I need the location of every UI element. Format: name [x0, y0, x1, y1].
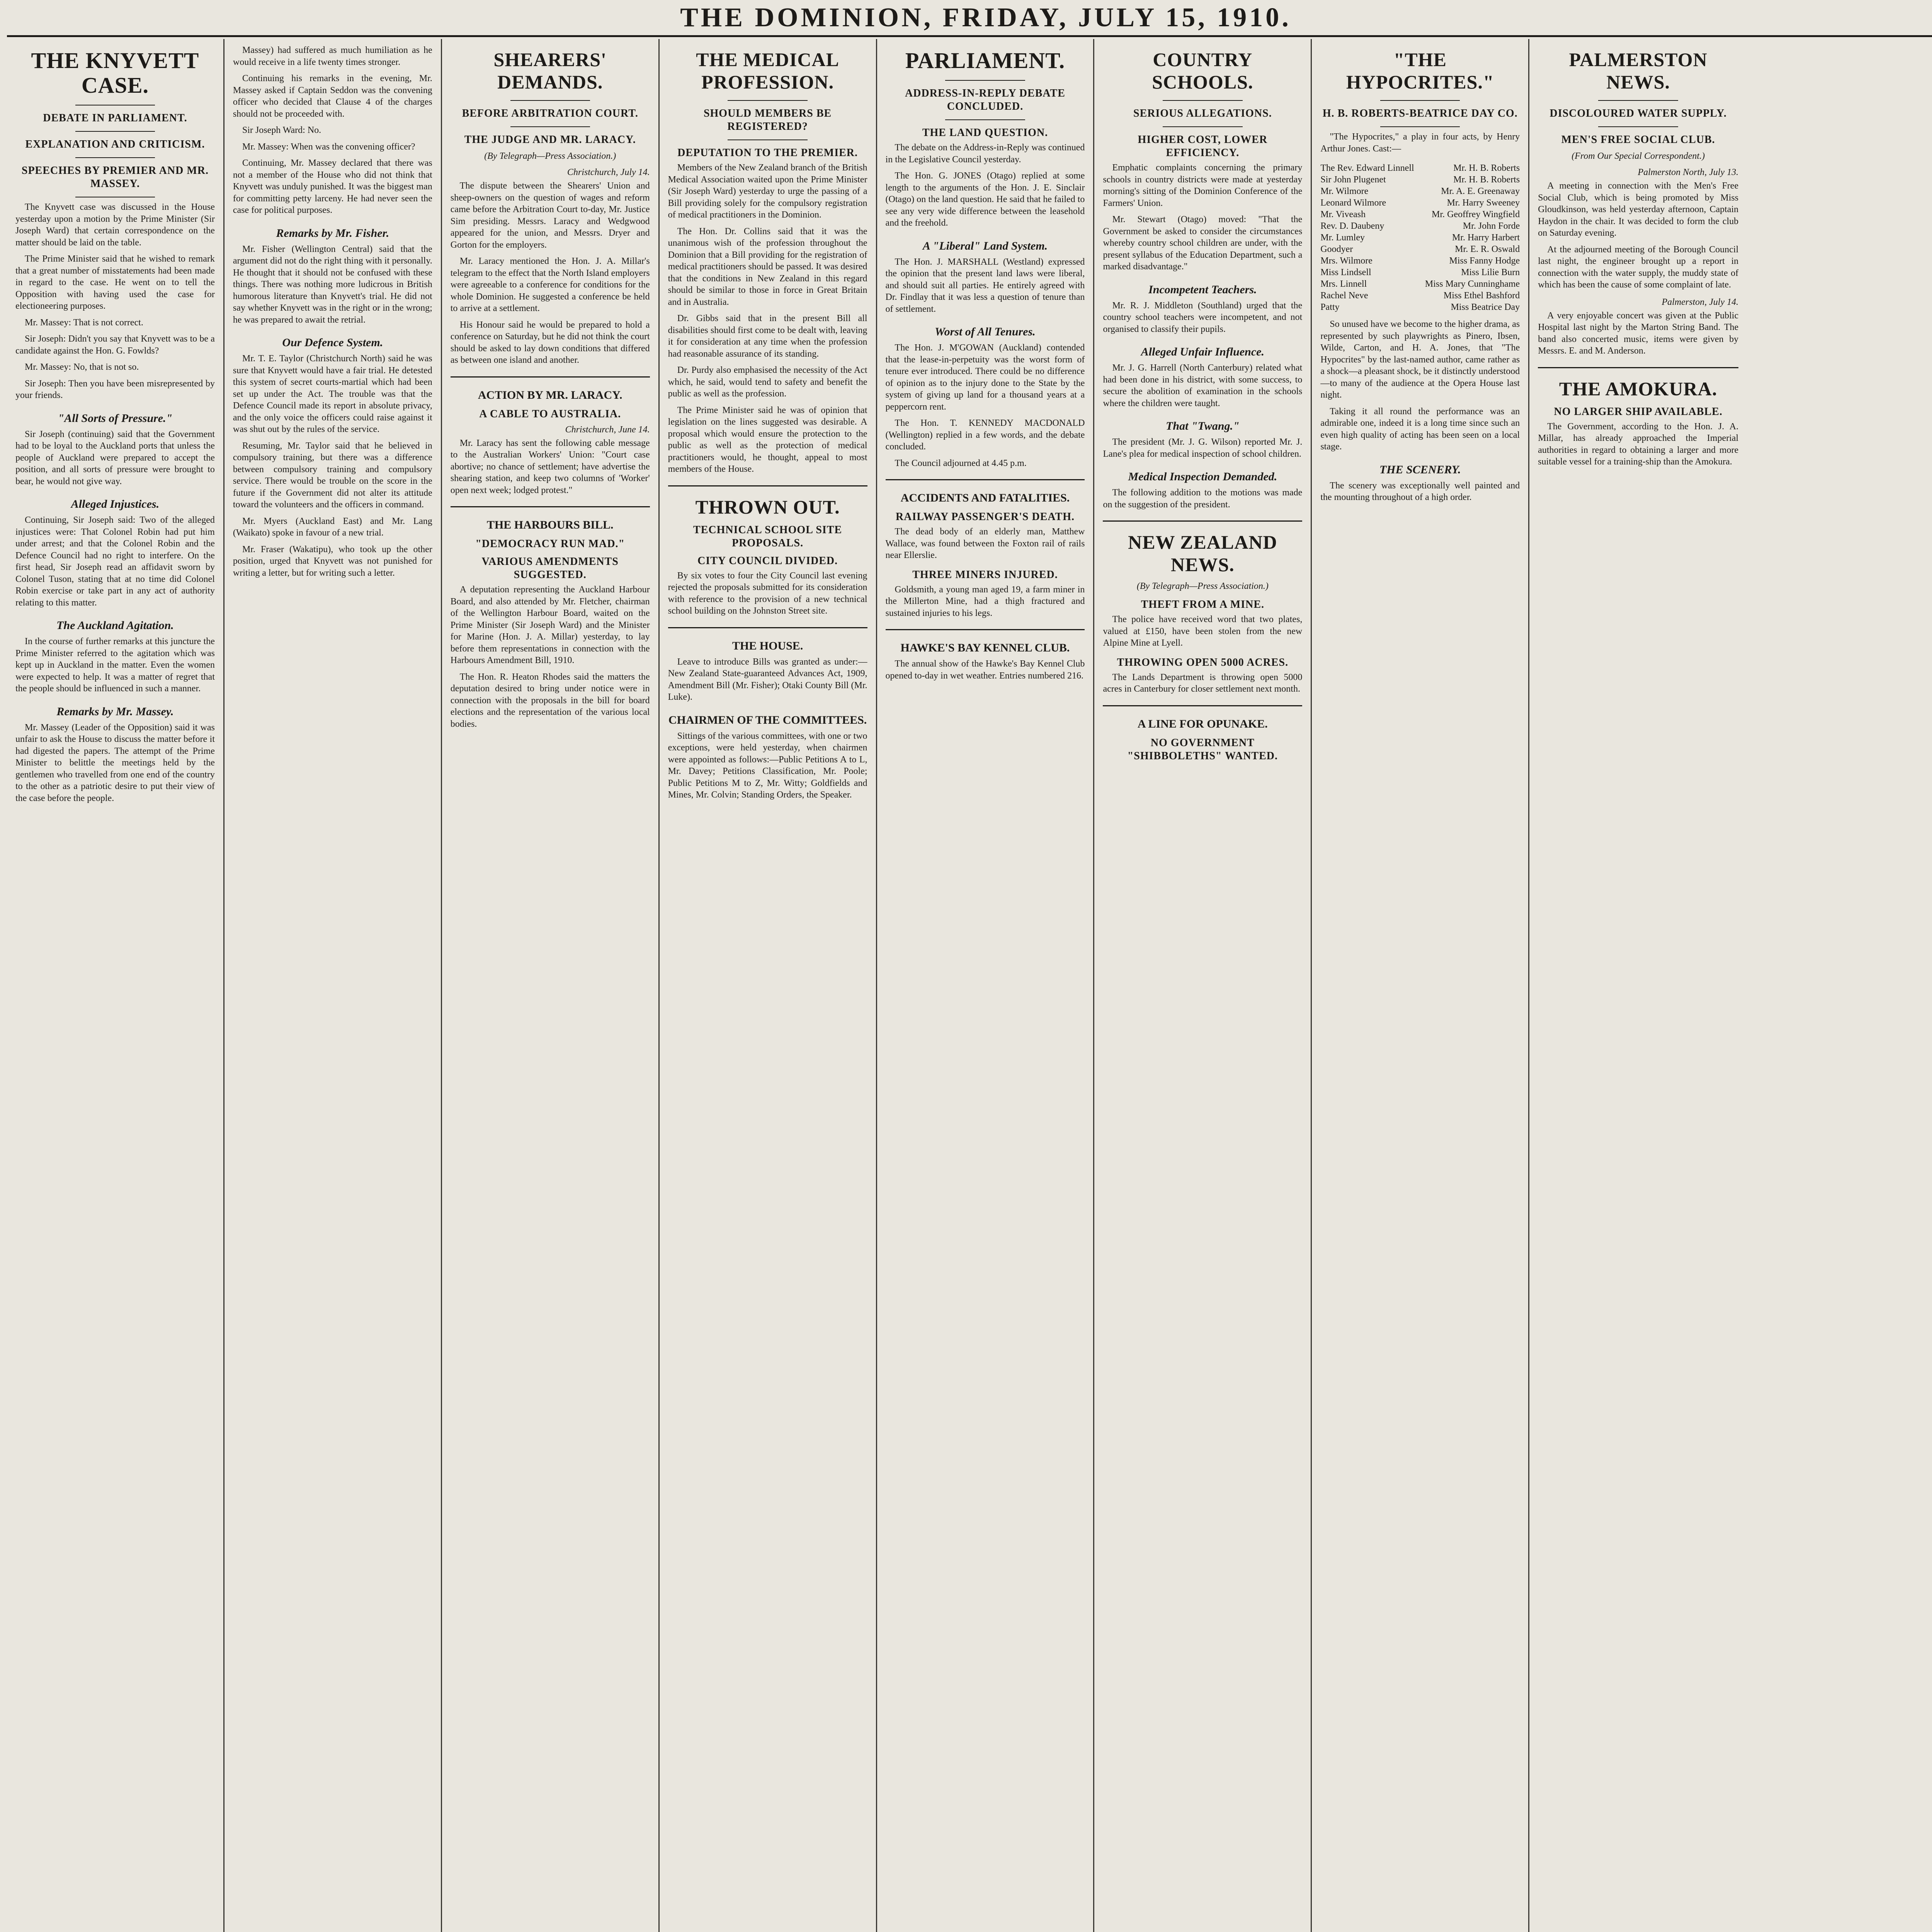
paragraph: Members of the New Zealand branch of the British Medical Association waited upon the Prime Minister (Sir Joseph Ward) yesterday to urge the passing of a Bill providing solely for the compulsory registration of medical practitioners in the Dominion. — [668, 163, 867, 220]
divider — [668, 485, 867, 486]
actor: Mr. Harry Sweeney — [1447, 198, 1520, 208]
paragraph: Sir Joseph: Then you have been misrepresented by your friends. — [15, 378, 215, 400]
section-heading: Remarks by Mr. Fisher. — [276, 226, 389, 240]
section-heading: "All Sorts of Pressure." — [58, 412, 173, 425]
cast-row — [1320, 209, 1520, 220]
headline: "THE HYPOCRITES." — [1346, 49, 1494, 93]
column-palmerston-news — [1529, 39, 1747, 1932]
cast-row — [1320, 197, 1520, 209]
paragraph: Leave to introduce Bills was granted as under:—New Zealand State-guaranteed Advances Act, 1909, Amendment Bill (Mr. Fisher); Otaki County Bill (Mr. Luke). — [668, 656, 867, 702]
paragraph: Continuing, Sir Joseph said: Two of the alleged injustices were: That Colonel Robin had put him under arrest; and that the Colonel Robin and the Defence Council had no right to interfere. On the first head, Sir Joseph read an affidavit sworn by Colonel Tuson, stating that at no time did Colonel Robin exercise or take part in any act of authority relating to this matter. — [15, 515, 215, 608]
kicker: THEFT FROM A MINE. — [1141, 599, 1265, 611]
paragraph: A very enjoyable concert was given at the Public Hospital last night by the Marton String Band. The band also concerted music, items were given by Messrs. E. and M. Anderson. — [1538, 310, 1739, 356]
divider — [510, 126, 590, 127]
role: Rachel Neve — [1320, 291, 1368, 301]
kicker: SPEECHES BY PREMIER AND MR. MASSEY. — [21, 165, 209, 190]
divider — [886, 479, 1085, 480]
divider — [728, 139, 807, 140]
actor: Miss Lilie Burn — [1461, 267, 1520, 277]
divider — [886, 629, 1085, 630]
column-country-schools — [1094, 39, 1312, 1932]
actor: Mr. H. B. Roberts — [1453, 175, 1520, 185]
section-heading: Alleged Unfair Influence. — [1141, 345, 1264, 358]
actor: Miss Fanny Hodge — [1449, 256, 1520, 266]
kicker: CITY COUNCIL DIVIDED. — [697, 554, 838, 567]
paragraph: Mr. Fraser (Wakatipu), who took up the other position, urged that Knyvett was not punished for writing a letter, but for writing such a letter. — [233, 544, 432, 578]
actor: Miss Ethel Bashford — [1443, 291, 1520, 301]
actor: Mr. A. E. Greenaway — [1441, 186, 1520, 196]
section-heading: THE SCENERY. — [1379, 463, 1461, 476]
paragraph: Emphatic complaints concerning the primary schools in country districts were made at yesterday morning's sitting of the Dominion Conference of the Farmers' Union. — [1103, 163, 1303, 208]
paragraph: Dr. Purdy also emphasised the necessity of the Act which, he said, would tend to safety and benefit the public as well as the profession. — [668, 365, 867, 399]
paragraph: The Knyvett case was discussed in the House yesterday upon a motion by the Prime Minister (Sir Joseph Ward) that certain correspondence on the matter should be laid on the table. — [15, 202, 215, 248]
actor: Miss Beatrice Day — [1451, 302, 1520, 312]
column-medical-profession — [660, 39, 877, 1932]
paragraph: Mr. Laracy mentioned the Hon. J. A. Millar's telegram to the effect that the North Island employers were agreeable to a conference for conditions for the whole Dominion. He suggested a conference be held to arrive at a settlement. — [450, 256, 650, 313]
kicker: THE LAND QUESTION. — [922, 127, 1048, 139]
paragraph: The Hon. J. MARSHALL (Westland) expressed the opinion that the present land laws were liberal, and should suit all parties. He entirely agreed with Dr. Findlay that it was less a question of tenure than of settlement. — [885, 257, 1085, 314]
paragraph: Taking it all round the performance was an admirable one, indeed it is a long time since such an even high quality of acting has been seen on a local stage. — [1320, 406, 1520, 452]
paragraph: Mr. J. G. Harrell (North Canterbury) related what had been done in his district, with some success, to secure the abolition of examination in the schools where the children were taught. — [1103, 363, 1303, 408]
section-heading: Worst of All Tenures. — [935, 325, 1036, 338]
section-heading: The Auckland Agitation. — [56, 619, 174, 632]
actor: Miss Mary Cunninghame — [1425, 279, 1520, 289]
headline: THE AMOKURA. — [1559, 378, 1718, 400]
cast-row — [1320, 290, 1520, 301]
dateline: Palmerston North, July 13. — [1638, 167, 1739, 177]
divider — [75, 131, 155, 132]
divider — [728, 100, 807, 101]
section-heading: That "Twang." — [1166, 420, 1240, 432]
section-heading: Remarks by Mr. Massey. — [56, 705, 174, 718]
actor: Mr. Geoffrey Wingfield — [1432, 209, 1520, 219]
paragraph: The police have received word that two plates, valued at £150, have been stolen from the new Alpine Mine at Lyell. — [1103, 614, 1303, 648]
paragraph: The following addition to the motions was made on the suggestion of the president. — [1103, 488, 1303, 510]
paragraph: Sittings of the various committees, with one or two exceptions, were held yesterday, when chairmen were appointed as follows:—Public Petitions A to L, Mr. Davey; Petitions Classification, Mr. Poole; Public Petitions M to Z, Mr. Witty; Goldfields and Mines, Mr. Colvin; Standing Orders, the Speaker. — [668, 731, 867, 800]
paragraph: His Honour said he would be prepared to hold a conference on Saturday, but he did not think the court should be asked to lay down conditions that differed as between one island and another. — [450, 320, 650, 365]
paragraph: Mr. Stewart (Otago) moved: "That the Government be asked to consider the circumstances whereby country school children are under, with the present syllabus of the Education Department, such a marked disadvantage." — [1103, 214, 1303, 272]
headline: COUNTRY SCHOOLS. — [1152, 49, 1253, 93]
divider — [1163, 126, 1242, 127]
divider — [945, 80, 1025, 81]
role: Mr. Viveash — [1320, 209, 1366, 219]
role: Goodyer — [1320, 244, 1353, 254]
kicker: NO GOVERNMENT "SHIBBOLETHS" WANTED. — [1127, 736, 1278, 762]
role: Leonard Wilmore — [1320, 198, 1386, 208]
section-heading: ACTION BY MR. LARACY. — [478, 388, 622, 401]
role: Rev. D. Daubeny — [1320, 221, 1384, 231]
section-heading: Incompetent Teachers. — [1148, 283, 1257, 296]
headline: THE KNYVETT CASE. — [31, 48, 199, 98]
paragraph: The Prime Minister said that he wished to remark that a great number of misstatements had been made in regard to the case. He went on to tell the Opposition with having used the case for electioneering purposes. — [15, 254, 215, 311]
divider — [1103, 705, 1302, 706]
kicker: DEBATE IN PARLIAMENT. — [43, 112, 187, 124]
paragraph: The dispute between the Shearers' Union and sheep-owners on the question of wages and reform came before the Arbitration Court to-day, Mr. Justice Sim presiding. Messrs. Laracy and Wedgwood appeared for the union, and Messrs. Dryer and Gorton for the employers. — [450, 181, 650, 250]
masthead-title: THE DOMINION, FRIDAY, JULY 15, 1910. — [680, 2, 1291, 32]
section-heading: Alleged Injustices. — [71, 498, 160, 510]
column-shearers-demands — [442, 39, 660, 1932]
cast-row — [1320, 267, 1520, 278]
cast-row — [1320, 185, 1520, 197]
cast-row — [1320, 243, 1520, 255]
kicker: DISCOLOURED WATER SUPPLY. — [1549, 107, 1727, 119]
section-heading: Our Defence System. — [282, 336, 383, 349]
kicker: BEFORE ARBITRATION COURT. — [462, 107, 638, 119]
column-knyvett-case — [7, 39, 224, 1932]
column-parliament — [877, 39, 1095, 1932]
paragraph: A meeting in connection with the Men's Free Social Club, which is being promoted by Miss Gloudkinson, was held yesterday afternoon, Captain Haydon in the chair. It was decided to form the club on Saturday evening. — [1538, 181, 1739, 238]
actor: Mr. Harry Harbert — [1452, 233, 1520, 243]
paragraph: The debate on the Address-in-Reply was continued in the Legislative Council yesterday. — [885, 143, 1085, 165]
actor: Mr. H. B. Roberts — [1453, 163, 1520, 173]
paragraph: The Government, according to the Hon. J. A. Millar, has already approached the Imperial authorities in regard to obtaining a larger and more suitable vessel for a training-ship than the Amokura. — [1538, 421, 1739, 467]
cast-row — [1320, 232, 1520, 243]
section-heading: HAWKE'S BAY KENNEL CLUB. — [900, 641, 1070, 654]
paragraph: In the course of further remarks at this juncture the Prime Minister referred to the agitation which was kept up in Auckland in the matter. Even the women were expected to help. It was a matter of regret that the people should be influenced in such a manner. — [15, 636, 215, 694]
role: Miss Lindsell — [1320, 267, 1371, 277]
headline: THROWN OUT. — [695, 496, 840, 518]
divider — [1538, 367, 1738, 368]
paragraph: So unused have we become to the higher drama, as represented by such playwrights as Pinero, Ibsen, Wilde, Carton, and H. A. Jones, that "The Hypocrites" by the last-named author, came rather as a shock—a pleasant shock, be it distinctly understood—to many of the audience at the Opera House last night. — [1320, 319, 1520, 400]
paragraph: Sir Joseph Ward: No. — [242, 125, 321, 135]
paragraph: By six votes to four the City Council last evening rejected the proposals submitted for its consideration with reference to the provision of a new technical school building on the Johnston Street site. — [668, 570, 867, 616]
divider — [945, 119, 1025, 120]
cast-list — [1320, 162, 1520, 313]
masthead — [7, 0, 1932, 37]
kicker: "DEMOCRACY RUN MAD." — [475, 538, 625, 550]
kicker: EXPLANATION AND CRITICISM. — [25, 138, 205, 150]
role: Mrs. Wilmore — [1320, 256, 1372, 266]
paragraph: Mr. Fisher (Wellington Central) said that the argument did not do the right thing with it personally. He thought that it should not be confused with these things. There was nothing more ludicrous in British humorous literature than Knyvett's trial. He did not say whether Knyvett was in the right or in the wrong; he was prepared to await the retrial. — [233, 244, 432, 325]
section-heading: Medical Inspection Demanded. — [1128, 470, 1277, 483]
paragraph: Continuing his remarks in the evening, Mr. Massey asked if Captain Seddon was the convening officer who decided that Clause 4 of the charges should not be proceeded with. — [233, 73, 432, 119]
actor: Mr. John Forde — [1463, 221, 1520, 231]
divider — [1380, 100, 1460, 101]
cast-row — [1320, 278, 1520, 290]
byline: (From Our Special Correspondent.) — [1571, 151, 1705, 161]
divider — [1380, 126, 1460, 127]
headline: NEW ZEALAND NEWS. — [1128, 531, 1277, 575]
kicker: SHOULD MEMBERS BE REGISTERED? — [703, 107, 832, 133]
divider — [1598, 126, 1679, 127]
divider — [451, 376, 650, 378]
section-heading: THE HARBOURS BILL. — [486, 519, 614, 531]
kicker: SERIOUS ALLEGATIONS. — [1133, 107, 1272, 119]
role: Patty — [1320, 302, 1340, 312]
role: Mrs. Linnell — [1320, 279, 1367, 289]
paragraph: Resuming, Mr. Taylor said that he believed in compulsory training, but there was a difference between compulsory training and compulsory service. There would be trouble on the score in the future if the Government did not alter its attitude toward the volunteers and the officers in command. — [233, 440, 432, 510]
section-heading: A "Liberal" Land System. — [922, 239, 1048, 252]
dateline: Christchurch, July 14. — [567, 167, 650, 177]
paragraph: Mr. Myers (Auckland East) and Mr. Lang (Waikato) spoke in favour of a new trial. — [233, 516, 432, 538]
paragraph: Sir Joseph: Didn't you say that Knyvett was to be a candidate against the Hon. G. Fowlds? — [15, 334, 215, 356]
kicker: A CABLE TO AUSTRALIA. — [479, 408, 621, 420]
paragraph: The dead body of an elderly man, Matthew Wallace, was found between the Foxton rail of rails near Ellerslie. — [885, 527, 1085, 560]
byline: (By Telegraph—Press Association.) — [1136, 581, 1269, 591]
kicker: H. B. ROBERTS-BEATRICE DAY CO. — [1322, 107, 1518, 119]
cast-row — [1320, 220, 1520, 232]
dateline: Christchurch, June 14. — [565, 424, 650, 435]
role: The Rev. Edward Linnell — [1320, 163, 1414, 173]
paragraph: Massey) had suffered as much humiliation as he would receive in a life twenty times stronger. — [233, 45, 432, 67]
cast-row — [1320, 301, 1520, 313]
paragraph: Mr. Massey: That is not correct. — [25, 317, 143, 328]
actor: Mr. E. R. Oswald — [1455, 244, 1520, 254]
paragraph: The Hon. R. Heaton Rhodes said the matters the deputation desired to bring under notice were in connection with the proposals in the bill for board elections and the representation of the various local bodies. — [450, 672, 650, 729]
divider — [510, 100, 590, 101]
paragraph: The Hon. T. KENNEDY MACDONALD (Wellington) replied in a few words, and the debate concluded. — [885, 418, 1085, 452]
paragraph: Mr. Massey: No, that is not so. — [25, 362, 139, 372]
paragraph: Mr. Laracy has sent the following cable message to the Australian Workers' Union: "Court case abortive; no chance of settlement; have advertise the shearing station, and keep two columns of 'Worker' open next week; lodged protest." — [450, 438, 650, 495]
kicker: DEPUTATION TO THE PREMIER. — [677, 147, 858, 159]
paragraph: The Prime Minister said he was of opinion that legislation on the lines suggested was desirable. A proposal which would ensure the protection to the public as well as the protection of medical practitioners would, he thought, appeal to most members of the House. — [668, 405, 867, 474]
cast-row — [1320, 162, 1520, 174]
paragraph: Mr. Massey: When was the convening officer? — [242, 141, 415, 152]
paragraph: Mr. R. J. Middleton (Southland) urged that the country school teachers were incompetent, and not organised to classify their pupils. — [1103, 300, 1303, 334]
cast-row — [1320, 174, 1520, 185]
kicker: MEN'S FREE SOCIAL CLUB. — [1561, 134, 1715, 146]
paragraph: At the adjourned meeting of the Borough Council last night, the engineer brought up a report in connection with the water supply, the muddy state of which has been the cause of some complaint of late. — [1538, 244, 1739, 290]
paragraph: The Hon. J. M'GOWAN (Auckland) contended that the lease-in-perpetuity was the worst form of tenure ever introduced. There could be no difference of opinion as to the injury done to the State by the system of giving up land for a thousand years at a peppercorn rent. — [885, 343, 1085, 412]
kicker: RAILWAY PASSENGER'S DEATH. — [896, 511, 1075, 523]
kicker: THROWING OPEN 5000 ACRES. — [1117, 656, 1289, 668]
byline: (By Telegraph—Press Association.) — [484, 151, 616, 161]
kicker: THREE MINERS INJURED. — [912, 568, 1058, 581]
divider — [1103, 520, 1302, 522]
paragraph: Sir Joseph (continuing) said that the Government had to be loyal to the Auckland ports that unless the people of Auckland were prepared to accept the position, and all sorts of pressure were brought to bear, he would not give way. — [15, 429, 215, 486]
dateline: Palmerston, July 14. — [1662, 297, 1739, 307]
paragraph: Mr. T. E. Taylor (Christchurch North) said he was sure that Knyvett would have a fair trial. He detested this system of secret courts-martial which had been set up under the Act. The trouble was that the Defence Council made its report in absolute privacy, and the only voice the officers could raise against it was shut out by the rules of the service. — [233, 354, 432, 434]
paragraph: The Hon. Dr. Collins said that it was the unanimous wish of the profession throughout the Dominion that a Bill providing for the registration of medical practitioners should be passed. It was desired that the conditions in New Zealand in this regard should be similar to those in force in Great Britain and in Australia. — [668, 226, 867, 307]
kicker: ADDRESS-IN-REPLY DEBATE CONCLUDED. — [905, 87, 1065, 112]
column-knyvett-continued — [224, 39, 442, 1932]
role: Mr. Wilmore — [1320, 186, 1369, 196]
paragraph: The annual show of the Hawke's Bay Kennel Club opened to-day in wet weather. Entries numbered 216. — [885, 659, 1085, 681]
role: Mr. Lumley — [1320, 233, 1365, 243]
divider — [451, 506, 650, 507]
headline: PARLIAMENT. — [905, 48, 1065, 73]
paragraph: A deputation representing the Auckland Harbour Board, and also attended by Mr. Fletcher, chairman of the Wellington Harbour Board, waited on the Prime Minister (Sir Joseph Ward) and the Minister for Marine (Hon. J. A. Millar) yesterday, to lay before them representations in connection with the Harbours Amendment Bill, 1910. — [450, 585, 650, 665]
section-heading: A LINE FOR OPUNAKE. — [1138, 717, 1268, 730]
paragraph: The Hon. G. JONES (Otago) replied at some length to the arguments of the Hon. J. E. Sinclair (Otago) on the land question. He said that he failed to see any very wide difference between the leasehold and the freehold. — [885, 171, 1085, 228]
divider — [75, 157, 155, 158]
paragraph: The Lands Department is throwing open 5000 acres in Canterbury for closer settlement next month. — [1103, 672, 1303, 694]
paragraph: The president (Mr. J. G. Wilson) reported Mr. J. Lane's plea for medical inspection of school children. — [1103, 437, 1303, 459]
paragraph: The scenery was exceptionally well painted and the mounting throughout of a high order. — [1320, 480, 1520, 502]
paragraph: Goldsmith, a young man aged 19, a farm miner in the Millerton Mine, had a thigh fractured and sustained injuries to his legs. — [885, 584, 1085, 618]
divider — [668, 627, 867, 628]
paragraph: Continuing, Mr. Massey declared that there was not a member of the House who did not think that Knyvett was unduly punished. It was the biggest man for committing petty larceny. He had never seen the case for political purposes. — [233, 158, 432, 215]
kicker: THE JUDGE AND MR. LARACY. — [464, 134, 636, 146]
section-heading: CHAIRMEN OF THE COMMITTEES. — [668, 713, 867, 726]
headline: SHEARERS' DEMANDS. — [493, 49, 607, 93]
section-heading: ACCIDENTS AND FATALITIES. — [900, 492, 1070, 504]
headline: PALMERSTON NEWS. — [1569, 49, 1708, 93]
cast-row — [1320, 255, 1520, 267]
section-heading: THE HOUSE. — [732, 639, 803, 652]
kicker: VARIOUS AMENDMENTS SUGGESTED. — [481, 556, 619, 581]
paragraph: Dr. Gibbs said that in the present Bill all disabilities should first come to be dealt with, leaving it for consideration at any time when the profession had reasonable assurance of its standing. — [668, 313, 867, 359]
kicker: HIGHER COST, LOWER EFFICIENCY. — [1138, 134, 1268, 159]
paragraph: Mr. Massey (Leader of the Opposition) said it was unfair to ask the House to discuss the matter before it had digested the papers. The attempt of the Prime Minister to belittle the meetings held by the gentlemen who travelled from one end of the country to the other as a patriotic desire to put their view of the case before the people. — [15, 722, 215, 803]
headline: THE MEDICAL PROFESSION. — [696, 49, 839, 93]
role: Sir John Plugenet — [1320, 175, 1386, 185]
column-the-hypocrites — [1312, 39, 1529, 1932]
divider — [1598, 100, 1679, 101]
kicker: NO LARGER SHIP AVAILABLE. — [1554, 405, 1723, 418]
columns — [7, 39, 1932, 1932]
paragraph: "The Hypocrites," a play in four acts, by Henry Arthur Jones. Cast:— — [1320, 132, 1520, 154]
kicker: TECHNICAL SCHOOL SITE PROPOSALS. — [693, 524, 842, 549]
divider — [1163, 100, 1242, 101]
paragraph: The Council adjourned at 4.45 p.m. — [895, 458, 1027, 468]
